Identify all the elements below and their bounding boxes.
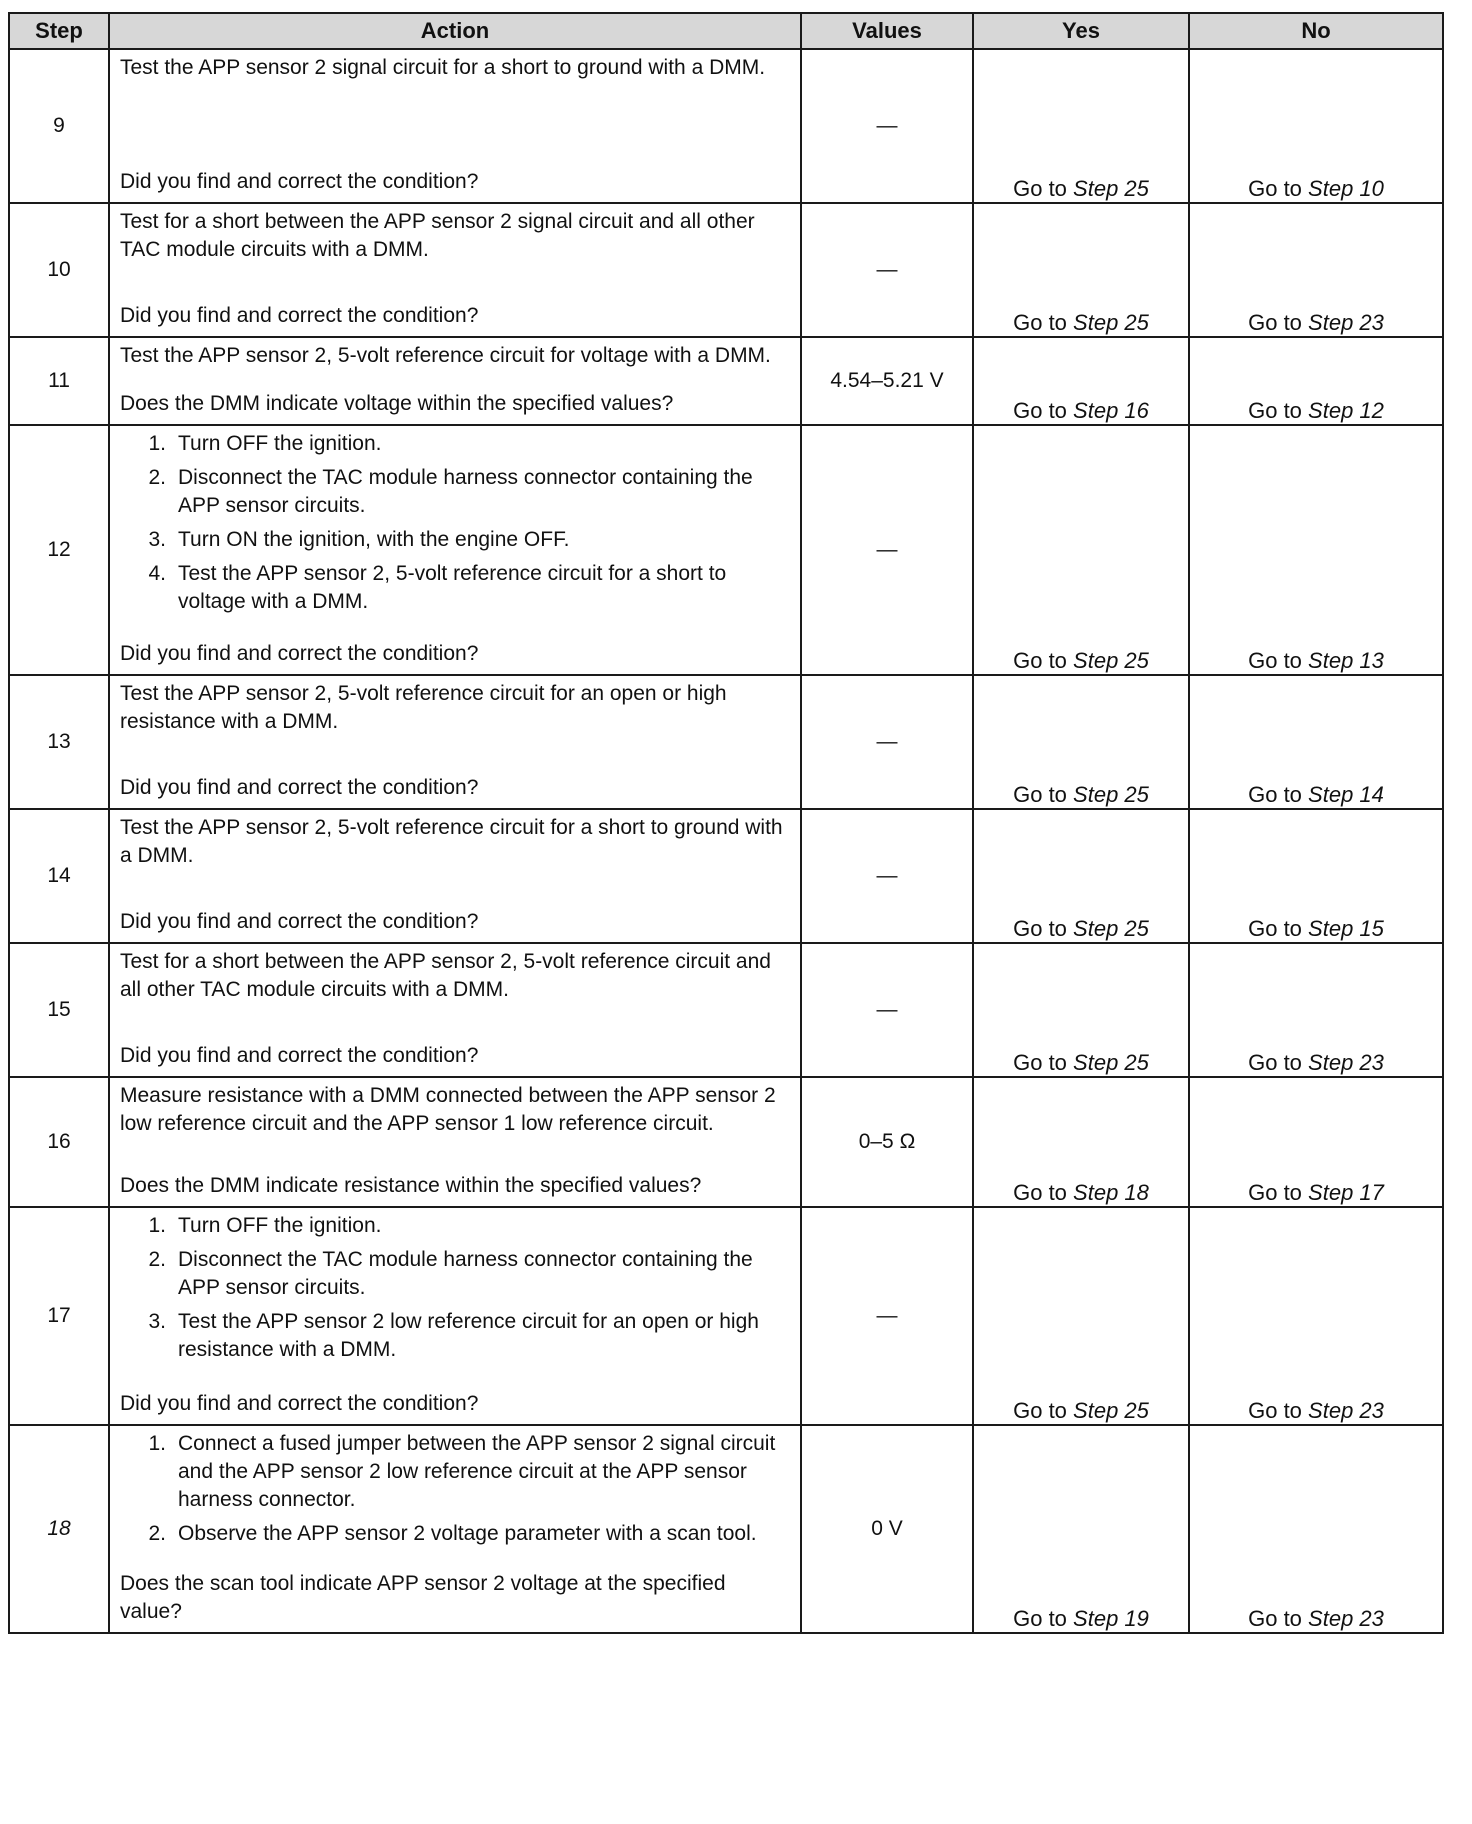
no-target-step: Step 15 — [1308, 916, 1384, 941]
action-body — [120, 948, 790, 1004]
goto-label: Go to — [1013, 1050, 1067, 1075]
goto-label: Go to — [1248, 1606, 1302, 1631]
no-target-step: Step 23 — [1308, 310, 1384, 335]
yes-goto — [973, 943, 1189, 1077]
action-cell — [109, 675, 801, 809]
action-question: Did you find and correct the condition? — [120, 1392, 479, 1415]
yes-goto — [973, 203, 1189, 337]
action-question: Did you find and correct the condition? — [120, 170, 479, 193]
goto-label: Go to — [1013, 398, 1067, 423]
action-cell — [109, 337, 801, 425]
step-number: 13 — [9, 675, 109, 809]
goto-label: Go to — [1013, 1398, 1067, 1423]
action-substeps — [120, 1212, 790, 1364]
spec-value: 0–5 Ω — [801, 1077, 973, 1207]
goto-label: Go to — [1013, 916, 1067, 941]
substep-text: Turn OFF the ignition. — [178, 432, 382, 455]
yes-goto — [973, 1207, 1189, 1425]
goto-label: Go to — [1248, 916, 1302, 941]
spec-value: — — [801, 425, 973, 675]
yes-goto — [973, 1425, 1189, 1633]
action-substeps — [120, 430, 790, 616]
yes-target-step: Step 25 — [1073, 1398, 1149, 1423]
action-instruction: Test the APP sensor 2, 5-volt reference circuit for a short to ground with a DMM. — [120, 816, 783, 867]
action-content — [110, 1208, 800, 1424]
no-goto — [1189, 425, 1443, 675]
yes-goto — [973, 1077, 1189, 1207]
action-content — [110, 676, 800, 808]
action-body — [120, 342, 790, 370]
no-target-step: Step 14 — [1308, 782, 1384, 807]
substep-text: Disconnect the TAC module harness connector containing the APP sensor circuits. — [178, 466, 753, 517]
goto-label: Go to — [1013, 782, 1067, 807]
action-question: Does the DMM indicate voltage within the specified values? — [120, 392, 674, 415]
no-target-step: Step 10 — [1308, 176, 1384, 201]
header-no: No — [1189, 13, 1443, 49]
table-row — [9, 809, 1443, 943]
table-row — [9, 1077, 1443, 1207]
action-cell — [109, 1207, 801, 1425]
goto-label: Go to — [1013, 176, 1067, 201]
substep-item — [120, 560, 790, 616]
step-number: 17 — [9, 1207, 109, 1425]
action-instruction: Test for a short between the APP sensor 2 signal circuit and all other TAC module circuits with a DMM. — [120, 210, 755, 261]
substep-text: Test the APP sensor 2 low reference circuit for an open or high resistance with a DMM. — [178, 1310, 759, 1361]
action-question: Did you find and correct the condition? — [120, 1044, 479, 1067]
substep-text: Observe the APP sensor 2 voltage parameter with a scan tool. — [178, 1522, 757, 1545]
yes-goto — [973, 49, 1189, 203]
substep-item — [120, 1520, 790, 1548]
action-cell — [109, 203, 801, 337]
goto-label: Go to — [1013, 648, 1067, 673]
yes-goto — [973, 425, 1189, 675]
action-content — [110, 944, 800, 1076]
substep-item — [120, 1430, 790, 1514]
no-target-step: Step 23 — [1308, 1398, 1384, 1423]
goto-label: Go to — [1248, 398, 1302, 423]
substep-number: 1. — [148, 1214, 166, 1237]
yes-target-step: Step 25 — [1073, 1050, 1149, 1075]
table-row — [9, 337, 1443, 425]
substep-text: Connect a fused jumper between the APP sensor 2 signal circuit and the APP sensor 2 low reference circuit at the APP sensor harness connector. — [178, 1432, 776, 1511]
action-content — [110, 810, 800, 942]
goto-label: Go to — [1013, 1180, 1067, 1205]
step-number: 10 — [9, 203, 109, 337]
action-body — [120, 680, 790, 736]
step-number: 12 — [9, 425, 109, 675]
yes-target-step: Step 25 — [1073, 782, 1149, 807]
action-body — [120, 208, 790, 264]
spec-value: 0 V — [801, 1425, 973, 1633]
action-cell — [109, 425, 801, 675]
substep-text: Turn ON the ignition, with the engine OFF. — [178, 528, 570, 551]
substep-number: 3. — [148, 1310, 166, 1333]
no-target-step: Step 12 — [1308, 398, 1384, 423]
yes-target-step: Step 16 — [1073, 398, 1149, 423]
action-content — [110, 1426, 800, 1632]
action-body — [120, 430, 790, 622]
substep-number: 3. — [148, 528, 166, 551]
substep-number: 4. — [148, 562, 166, 585]
no-goto — [1189, 337, 1443, 425]
substep-number: 1. — [148, 432, 166, 455]
action-cell — [109, 1077, 801, 1207]
spec-value: — — [801, 675, 973, 809]
action-cell — [109, 49, 801, 203]
goto-label: Go to — [1248, 1398, 1302, 1423]
no-target-step: Step 23 — [1308, 1050, 1384, 1075]
action-question: Did you find and correct the condition? — [120, 304, 479, 327]
table-row — [9, 1425, 1443, 1633]
no-goto — [1189, 943, 1443, 1077]
action-body — [120, 814, 790, 870]
header-values: Values — [801, 13, 973, 49]
step-number: 18 — [9, 1425, 109, 1633]
goto-label: Go to — [1248, 1050, 1302, 1075]
table-row — [9, 203, 1443, 337]
yes-target-step: Step 19 — [1073, 1606, 1149, 1631]
header-yes: Yes — [973, 13, 1189, 49]
table-row — [9, 675, 1443, 809]
goto-label: Go to — [1248, 176, 1302, 201]
action-body — [120, 54, 790, 82]
no-goto — [1189, 1207, 1443, 1425]
action-instruction: Measure resistance with a DMM connected between the APP sensor 2 low reference circuit and the APP sensor 1 low reference circuit. — [120, 1084, 776, 1135]
spec-value: 4.54–5.21 V — [801, 337, 973, 425]
yes-target-step: Step 18 — [1073, 1180, 1149, 1205]
goto-label: Go to — [1248, 782, 1302, 807]
goto-label: Go to — [1013, 1606, 1067, 1631]
yes-target-step: Step 25 — [1073, 176, 1149, 201]
no-goto — [1189, 1077, 1443, 1207]
substep-number: 2. — [148, 1522, 166, 1545]
table-row — [9, 49, 1443, 203]
header-step: Step — [9, 13, 109, 49]
header-action: Action — [109, 13, 801, 49]
no-goto — [1189, 809, 1443, 943]
step-number: 14 — [9, 809, 109, 943]
action-question: Did you find and correct the condition? — [120, 642, 479, 665]
action-instruction: Test the APP sensor 2, 5-volt reference circuit for voltage with a DMM. — [120, 344, 771, 367]
step-number: 11 — [9, 337, 109, 425]
substep-item — [120, 430, 790, 458]
step-number: 15 — [9, 943, 109, 1077]
spec-value: — — [801, 809, 973, 943]
action-content — [110, 50, 800, 202]
action-content — [110, 1078, 800, 1206]
yes-target-step: Step 25 — [1073, 648, 1149, 673]
no-goto — [1189, 49, 1443, 203]
substep-text: Disconnect the TAC module harness connector containing the APP sensor circuits. — [178, 1248, 753, 1299]
step-number: 9 — [9, 49, 109, 203]
action-question: Did you find and correct the condition? — [120, 776, 479, 799]
goto-label: Go to — [1248, 310, 1302, 335]
substep-number: 2. — [148, 466, 166, 489]
action-substeps — [120, 1430, 790, 1548]
action-cell — [109, 943, 801, 1077]
substep-number: 2. — [148, 1248, 166, 1271]
action-cell — [109, 809, 801, 943]
substep-number: 1. — [148, 1432, 166, 1455]
action-body — [120, 1212, 790, 1370]
no-target-step: Step 13 — [1308, 648, 1384, 673]
no-target-step: Step 23 — [1308, 1606, 1384, 1631]
table-row — [9, 1207, 1443, 1425]
action-instruction: Test the APP sensor 2 signal circuit for a short to ground with a DMM. — [120, 56, 766, 79]
action-question: Does the DMM indicate resistance within the specified values? — [120, 1174, 702, 1197]
substep-item — [120, 1308, 790, 1364]
action-body — [120, 1082, 790, 1138]
goto-label: Go to — [1013, 310, 1067, 335]
no-goto — [1189, 203, 1443, 337]
substep-item — [120, 1246, 790, 1302]
substep-item — [120, 1212, 790, 1240]
goto-label: Go to — [1248, 648, 1302, 673]
yes-goto — [973, 337, 1189, 425]
yes-goto — [973, 675, 1189, 809]
substep-text: Test the APP sensor 2, 5-volt reference circuit for a short to voltage with a DMM. — [178, 562, 727, 613]
action-content — [110, 426, 800, 674]
table-row — [9, 943, 1443, 1077]
action-content — [110, 338, 800, 424]
action-question: Did you find and correct the condition? — [120, 910, 479, 933]
diagnostic-table — [8, 12, 1444, 1634]
no-goto — [1189, 675, 1443, 809]
substep-text: Turn OFF the ignition. — [178, 1214, 382, 1237]
step-number: 16 — [9, 1077, 109, 1207]
yes-target-step: Step 25 — [1073, 916, 1149, 941]
no-target-step: Step 17 — [1308, 1180, 1384, 1205]
action-body — [120, 1430, 790, 1554]
goto-label: Go to — [1248, 1180, 1302, 1205]
spec-value: — — [801, 1207, 973, 1425]
yes-goto — [973, 809, 1189, 943]
action-content — [110, 204, 800, 336]
spec-value: — — [801, 943, 973, 1077]
action-question: Does the scan tool indicate APP sensor 2 voltage at the specified value? — [120, 1572, 726, 1623]
substep-item — [120, 526, 790, 554]
table-header-row — [9, 13, 1443, 49]
spec-value: — — [801, 203, 973, 337]
action-cell — [109, 1425, 801, 1633]
spec-value: — — [801, 49, 973, 203]
no-goto — [1189, 1425, 1443, 1633]
table-row — [9, 425, 1443, 675]
action-instruction: Test the APP sensor 2, 5-volt reference circuit for an open or high resistance with a DMM. — [120, 682, 727, 733]
yes-target-step: Step 25 — [1073, 310, 1149, 335]
substep-item — [120, 464, 790, 520]
action-instruction: Test for a short between the APP sensor 2, 5-volt reference circuit and all other TAC module circuits with a DMM. — [120, 950, 771, 1001]
